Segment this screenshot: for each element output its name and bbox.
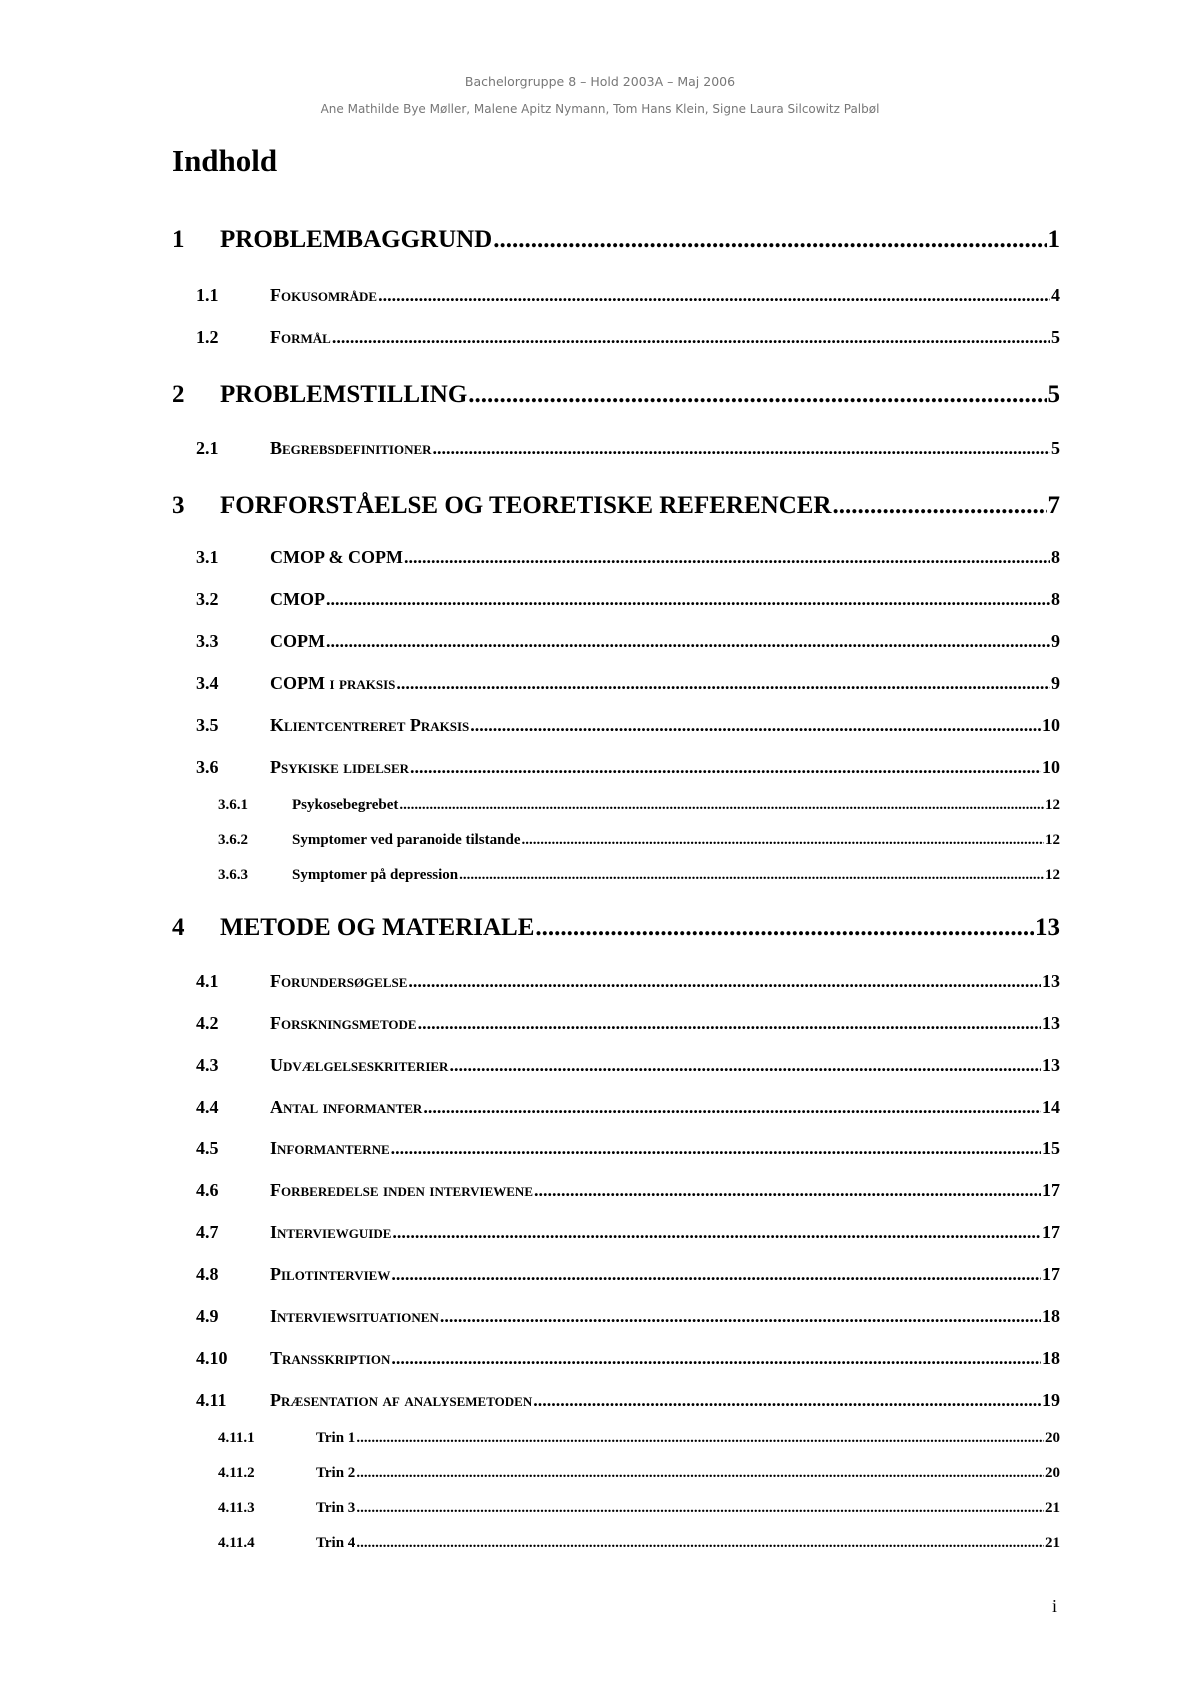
toc-entry-page: 9 — [1051, 673, 1060, 693]
toc-entry-page: 17 — [1042, 1180, 1060, 1200]
toc-entry[interactable] — [196, 1180, 1060, 1201]
running-header-group: Bachelorgruppe 8 – Hold 2003A – Maj 2006 — [464, 74, 736, 89]
toc-entry-page: 10 — [1042, 715, 1060, 735]
toc-leader-dots — [332, 327, 1050, 348]
toc-leader-dots — [493, 226, 1046, 254]
toc-entry[interactable] — [196, 1138, 1060, 1159]
toc-entry-number: 3.2 — [196, 589, 219, 609]
toc-entry[interactable] — [172, 381, 1060, 409]
toc-entry-title: Begrebsdefinitioner — [270, 438, 432, 458]
toc-entry-page: 17 — [1042, 1264, 1060, 1284]
toc-entry-title: Klientcentreret Praksis — [270, 715, 470, 735]
toc-entry-number: 3.5 — [196, 715, 219, 735]
toc-entry-page: 13 — [1042, 971, 1060, 991]
toc-entry-title: Forskningsmetode — [270, 1013, 417, 1033]
toc-entry[interactable] — [196, 438, 1060, 459]
toc-entry-number: 1.2 — [196, 327, 219, 347]
toc-entry-page: 12 — [1045, 832, 1060, 848]
toc-entry[interactable] — [196, 1264, 1060, 1285]
toc-entry[interactable] — [196, 547, 1060, 568]
toc-leader-dots — [326, 631, 1050, 652]
toc-leader-dots — [404, 547, 1050, 568]
toc-entry[interactable] — [218, 797, 1060, 814]
toc-entry-title: FORFORSTÅELSE OG TEORETISKE REFERENCER — [220, 492, 832, 519]
toc-entry-title: Psykiske lidelser — [270, 757, 410, 777]
toc-leader-dots — [356, 1500, 1044, 1517]
toc-entry-page: 13 — [1042, 1055, 1060, 1075]
toc-leader-dots — [356, 1430, 1044, 1447]
toc-entry-number: 4.11.3 — [218, 1500, 255, 1516]
toc-entry-title: Fokusområde — [270, 285, 378, 305]
toc-entry-title: Interviewguide — [270, 1222, 392, 1242]
toc-entry-page: 14 — [1042, 1097, 1060, 1117]
toc-leader-dots — [459, 867, 1044, 884]
toc-entry-number: 1.1 — [196, 285, 219, 305]
toc-entry-number: 3.3 — [196, 631, 219, 651]
toc-leader-dots — [392, 1222, 1041, 1243]
toc-entry-title: Informanterne — [270, 1138, 390, 1158]
toc-entry-page: 5 — [1051, 327, 1060, 347]
toc-entry-number: 3.6.2 — [218, 832, 248, 848]
toc-leader-dots — [535, 914, 1034, 942]
toc-entry-number: 3.6.1 — [218, 797, 248, 813]
toc-entry-title: CMOP & COPM — [270, 547, 403, 567]
toc-entry[interactable] — [218, 1465, 1060, 1482]
toc-entry-title: PROBLEMBAGGRUND — [220, 226, 493, 253]
toc-leader-dots — [396, 673, 1050, 694]
toc-entry-title: Symptomer på depression — [292, 867, 459, 883]
toc-leader-dots — [449, 1055, 1041, 1076]
toc-title: Indhold — [172, 143, 278, 178]
toc-entry-page: 7 — [1047, 492, 1060, 519]
toc-entry-page: 18 — [1042, 1348, 1060, 1368]
toc-entry[interactable] — [196, 1306, 1060, 1327]
toc-entry-page: 12 — [1045, 797, 1060, 813]
toc-entry[interactable] — [172, 226, 1060, 254]
toc-leader-dots — [418, 1013, 1041, 1034]
toc-entry[interactable] — [196, 971, 1060, 992]
toc-entry[interactable] — [218, 1500, 1060, 1517]
toc-entry-number: 3 — [172, 492, 185, 519]
toc-entry-title: Præsentation af analysemetoden — [270, 1390, 533, 1410]
toc-entry-page: 15 — [1042, 1138, 1060, 1158]
toc-entry-page: 20 — [1045, 1465, 1060, 1481]
toc-entry-number: 4.9 — [196, 1306, 219, 1326]
page-number: i — [1052, 1596, 1058, 1616]
toc-entry-number: 3.6.3 — [218, 867, 248, 883]
toc-entry[interactable] — [218, 867, 1060, 884]
toc-entry-page: 10 — [1042, 757, 1060, 777]
toc-entry[interactable] — [196, 589, 1060, 610]
toc-entry-number: 2.1 — [196, 438, 219, 458]
toc-entry-title: Udvælgelseskriterier — [270, 1055, 449, 1075]
toc-entry[interactable] — [196, 1055, 1060, 1076]
toc-entry-title: Antal informanter — [270, 1097, 423, 1117]
running-header-authors: Ane Mathilde Bye Møller, Malene Apitz Nymann, Tom Hans Klein, Signe Laura Silcowitz Palbøl — [320, 102, 880, 116]
toc-entry-title: Trin 1 — [316, 1430, 356, 1446]
toc-entry[interactable] — [196, 715, 1060, 736]
toc-entry-page: 21 — [1045, 1500, 1060, 1516]
toc-entry[interactable] — [218, 832, 1060, 849]
toc-entry[interactable] — [196, 631, 1060, 652]
toc-entry[interactable] — [196, 327, 1060, 348]
toc-entry[interactable] — [196, 1097, 1060, 1118]
toc-entry-page: 21 — [1045, 1535, 1060, 1551]
toc-entry-page: 18 — [1042, 1306, 1060, 1326]
toc-entry-page: 13 — [1035, 914, 1060, 941]
toc-entry-title: CMOP — [270, 589, 325, 609]
toc-leader-dots — [833, 492, 1047, 520]
toc-entry-number: 4 — [172, 914, 185, 941]
toc-entry-number: 4.11.4 — [218, 1535, 255, 1551]
toc-entry-page: 12 — [1045, 867, 1060, 883]
toc-entry-title: Trin 4 — [316, 1535, 356, 1551]
toc-entry-number: 4.4 — [196, 1097, 219, 1117]
toc-leader-dots — [521, 832, 1044, 849]
toc-entry-page: 8 — [1051, 547, 1060, 567]
toc-entry-number: 3.4 — [196, 673, 219, 693]
toc-entry-number: 4.5 — [196, 1138, 219, 1158]
toc-entry-title: Forundersøgelse — [270, 971, 408, 991]
toc-entry-title: Forberedelse inden interviewene — [270, 1180, 533, 1200]
toc-entry-number: 1 — [172, 226, 185, 253]
toc-entry-number: 4.6 — [196, 1180, 219, 1200]
toc-leader-dots — [391, 1264, 1041, 1285]
toc-entry-page: 19 — [1042, 1390, 1060, 1410]
toc-entry[interactable] — [196, 757, 1060, 778]
toc-leader-dots — [433, 438, 1050, 459]
toc-leader-dots — [326, 589, 1050, 610]
toc-entry-page: 9 — [1051, 631, 1060, 651]
toc-entry-page: 4 — [1051, 285, 1060, 305]
toc-entry-title: Trin 3 — [316, 1500, 356, 1516]
toc-entry-number: 3.1 — [196, 547, 219, 567]
toc-entry[interactable] — [218, 1535, 1060, 1552]
toc-entry-number: 4.7 — [196, 1222, 219, 1242]
toc-entry-title: Symptomer ved paranoide tilstande — [292, 832, 521, 848]
toc-entry-page: 13 — [1042, 1013, 1060, 1033]
toc-entry-title: Pilotinterview — [270, 1264, 391, 1284]
toc-leader-dots — [534, 1180, 1041, 1201]
toc-entry-number: 4.2 — [196, 1013, 219, 1033]
toc-entry-number: 4.8 — [196, 1264, 219, 1284]
toc-leader-dots — [410, 757, 1041, 778]
toc-leader-dots — [399, 797, 1044, 814]
toc-leader-dots — [533, 1390, 1041, 1411]
toc-leader-dots — [423, 1097, 1041, 1118]
toc-entry-number: 4.10 — [196, 1348, 228, 1368]
toc-entry-page: 20 — [1045, 1430, 1060, 1446]
toc-leader-dots — [356, 1465, 1044, 1482]
toc-entry-page: 8 — [1051, 589, 1060, 609]
toc-leader-dots — [391, 1348, 1041, 1369]
toc-entry[interactable] — [196, 1013, 1060, 1034]
toc-entry-number: 4.3 — [196, 1055, 219, 1075]
toc-leader-dots — [391, 1138, 1041, 1159]
toc-entry-title: Formål — [270, 327, 331, 347]
toc-entry-title: COPM — [270, 631, 325, 651]
toc-entry-title: PROBLEMSTILLING — [220, 381, 468, 408]
toc-entry-page: 1 — [1047, 226, 1060, 253]
toc-entry-page: 17 — [1042, 1222, 1060, 1242]
toc-entry[interactable] — [196, 1348, 1060, 1369]
toc-entry[interactable] — [172, 492, 1060, 520]
toc-entry-page: 5 — [1051, 438, 1060, 458]
toc-leader-dots — [378, 285, 1050, 306]
toc-entry-number: 4.11 — [196, 1390, 227, 1410]
toc-entry-title: METODE OG MATERIALE — [220, 914, 535, 941]
toc-entry-title: Trin 2 — [316, 1465, 356, 1481]
toc-entry-title: Psykosebegrebet — [292, 797, 399, 813]
toc-entry-title: COPM i praksis — [270, 673, 396, 693]
toc-leader-dots — [440, 1306, 1041, 1327]
toc-entry[interactable] — [196, 1222, 1060, 1243]
toc-entry-title: Interviewsituationen — [270, 1306, 439, 1326]
toc-entry-number: 4.11.1 — [218, 1430, 255, 1446]
toc-leader-dots — [408, 971, 1041, 992]
toc-entry-number: 3.6 — [196, 757, 219, 777]
toc-entry-page: 5 — [1047, 381, 1060, 408]
toc-leader-dots — [356, 1535, 1044, 1552]
toc-entry-number: 2 — [172, 381, 185, 408]
toc-entry-title: Transskription — [270, 1348, 391, 1368]
toc-entry[interactable] — [196, 673, 1060, 694]
toc-entry[interactable] — [218, 1430, 1060, 1447]
toc-entry-number: 4.11.2 — [218, 1465, 255, 1481]
toc-entry-number: 4.1 — [196, 971, 219, 991]
toc-entry[interactable] — [196, 285, 1060, 306]
toc-leader-dots — [468, 381, 1046, 409]
toc-entry[interactable] — [172, 914, 1060, 942]
toc-leader-dots — [470, 715, 1041, 736]
toc-entry[interactable] — [196, 1390, 1060, 1411]
